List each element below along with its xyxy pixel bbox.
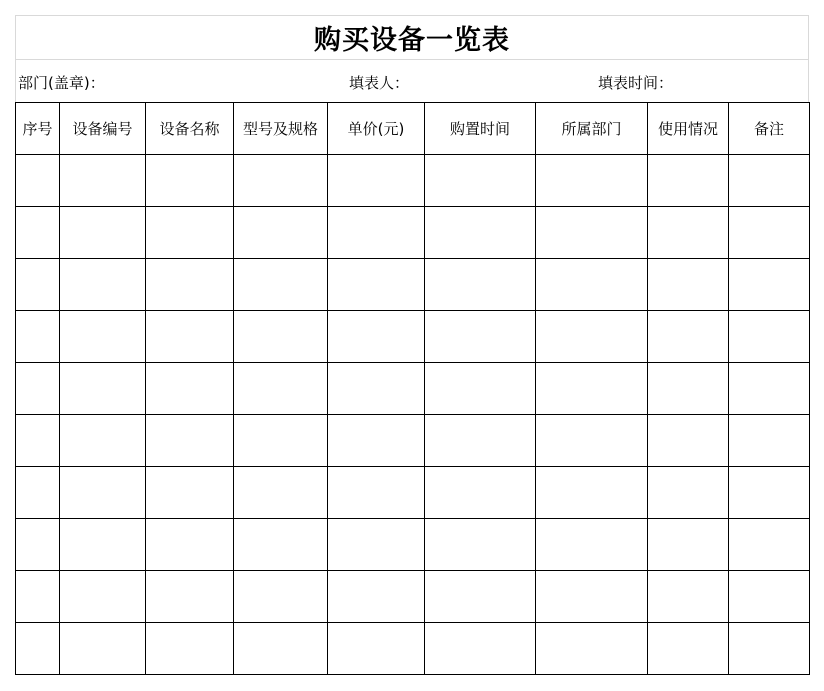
table-cell[interactable] xyxy=(16,311,60,363)
table-cell[interactable] xyxy=(234,363,328,415)
table-cell[interactable] xyxy=(234,623,328,675)
table-cell[interactable] xyxy=(536,363,648,415)
table-row xyxy=(16,207,810,259)
table-cell[interactable] xyxy=(328,467,425,519)
table-cell[interactable] xyxy=(425,623,536,675)
table-cell[interactable] xyxy=(328,207,425,259)
table-cell[interactable] xyxy=(16,519,60,571)
table-cell[interactable] xyxy=(729,363,810,415)
table-cell[interactable] xyxy=(648,623,729,675)
table-cell[interactable] xyxy=(648,207,729,259)
table-row xyxy=(16,571,810,623)
column-header-remarks: 备注 xyxy=(729,103,810,155)
table-cell[interactable] xyxy=(60,415,146,467)
table-cell[interactable] xyxy=(234,259,328,311)
spreadsheet-document xyxy=(15,15,809,675)
column-header-usage-status: 使用情况 xyxy=(648,103,729,155)
column-header-purchase-time: 购置时间 xyxy=(425,103,536,155)
table-cell[interactable] xyxy=(146,623,234,675)
table-cell[interactable] xyxy=(425,363,536,415)
column-header-unit-price: 单价(元) xyxy=(328,103,425,155)
table-cell[interactable] xyxy=(425,467,536,519)
table-cell[interactable] xyxy=(16,571,60,623)
table-cell[interactable] xyxy=(536,155,648,207)
table-cell[interactable] xyxy=(60,155,146,207)
table-cell[interactable] xyxy=(16,259,60,311)
table-row xyxy=(16,155,810,207)
table-cell[interactable] xyxy=(729,571,810,623)
table-cell[interactable] xyxy=(425,571,536,623)
table-row xyxy=(16,311,810,363)
table-cell[interactable] xyxy=(648,571,729,623)
table-row xyxy=(16,363,810,415)
column-header-equipment-name: 设备名称 xyxy=(146,103,234,155)
table-cell[interactable] xyxy=(425,259,536,311)
table-cell[interactable] xyxy=(328,415,425,467)
table-cell[interactable] xyxy=(425,311,536,363)
table-cell[interactable] xyxy=(729,467,810,519)
table-cell[interactable] xyxy=(729,311,810,363)
info-row xyxy=(15,59,809,102)
table-cell[interactable] xyxy=(536,415,648,467)
table-cell[interactable] xyxy=(536,207,648,259)
table-cell[interactable] xyxy=(536,467,648,519)
column-header-equipment-code: 设备编号 xyxy=(60,103,146,155)
table-cell[interactable] xyxy=(146,363,234,415)
table-cell[interactable] xyxy=(536,623,648,675)
table-cell[interactable] xyxy=(16,207,60,259)
table-cell[interactable] xyxy=(60,623,146,675)
column-header-serial: 序号 xyxy=(16,103,60,155)
table-cell[interactable] xyxy=(234,155,328,207)
table-cell[interactable] xyxy=(729,207,810,259)
table-row xyxy=(16,623,810,675)
table-cell[interactable] xyxy=(234,311,328,363)
table-cell[interactable] xyxy=(328,311,425,363)
table-cell[interactable] xyxy=(648,467,729,519)
table-cell[interactable] xyxy=(60,571,146,623)
table-cell[interactable] xyxy=(536,519,648,571)
table-cell[interactable] xyxy=(146,311,234,363)
table-cell[interactable] xyxy=(328,623,425,675)
table-cell[interactable] xyxy=(146,415,234,467)
filler-label: 填表人： xyxy=(349,74,410,92)
table-cell[interactable] xyxy=(146,571,234,623)
table-cell[interactable] xyxy=(648,155,729,207)
table-cell[interactable] xyxy=(328,155,425,207)
equipment-table xyxy=(15,102,810,675)
table-cell[interactable] xyxy=(234,415,328,467)
table-row xyxy=(16,415,810,467)
table-cell[interactable] xyxy=(729,623,810,675)
table-cell[interactable] xyxy=(234,571,328,623)
table-cell[interactable] xyxy=(328,519,425,571)
column-header-department: 所属部门 xyxy=(536,103,648,155)
table-cell[interactable] xyxy=(425,415,536,467)
table-cell[interactable] xyxy=(16,467,60,519)
table-cell[interactable] xyxy=(146,467,234,519)
table-cell[interactable] xyxy=(328,571,425,623)
table-cell[interactable] xyxy=(234,207,328,259)
table-cell[interactable] xyxy=(536,571,648,623)
table-cell[interactable] xyxy=(146,519,234,571)
table-cell[interactable] xyxy=(729,415,810,467)
table-cell[interactable] xyxy=(328,259,425,311)
header-row xyxy=(16,103,810,155)
table-cell[interactable] xyxy=(60,363,146,415)
table-cell[interactable] xyxy=(146,259,234,311)
table-cell[interactable] xyxy=(60,311,146,363)
table-body xyxy=(16,155,810,675)
table-cell[interactable] xyxy=(648,311,729,363)
table-cell[interactable] xyxy=(328,363,425,415)
table-cell[interactable] xyxy=(729,155,810,207)
table-cell[interactable] xyxy=(146,207,234,259)
table-cell[interactable] xyxy=(648,363,729,415)
table-cell[interactable] xyxy=(648,259,729,311)
table-cell[interactable] xyxy=(648,519,729,571)
column-header-model-spec: 型号及规格 xyxy=(234,103,328,155)
department-label: 部门(盖章)： xyxy=(18,74,105,92)
table-cell[interactable] xyxy=(536,259,648,311)
table-cell[interactable] xyxy=(425,155,536,207)
table-cell[interactable] xyxy=(425,519,536,571)
table-cell[interactable] xyxy=(60,207,146,259)
table-cell[interactable] xyxy=(16,623,60,675)
table-cell[interactable] xyxy=(146,155,234,207)
table-cell[interactable] xyxy=(16,155,60,207)
table-cell[interactable] xyxy=(16,363,60,415)
table-cell[interactable] xyxy=(425,207,536,259)
table-row xyxy=(16,259,810,311)
document-title: 购买设备一览表 xyxy=(314,25,510,56)
table-cell[interactable] xyxy=(16,415,60,467)
fill-time-label: 填表时间： xyxy=(598,74,674,92)
table-cell[interactable] xyxy=(234,467,328,519)
table-cell[interactable] xyxy=(234,519,328,571)
table-cell[interactable] xyxy=(729,259,810,311)
table-row xyxy=(16,467,810,519)
table-row xyxy=(16,519,810,571)
table-cell[interactable] xyxy=(536,311,648,363)
title-row xyxy=(15,15,809,59)
table-cell[interactable] xyxy=(648,415,729,467)
table-cell[interactable] xyxy=(60,259,146,311)
table-cell[interactable] xyxy=(60,467,146,519)
table-cell[interactable] xyxy=(729,519,810,571)
table-cell[interactable] xyxy=(60,519,146,571)
